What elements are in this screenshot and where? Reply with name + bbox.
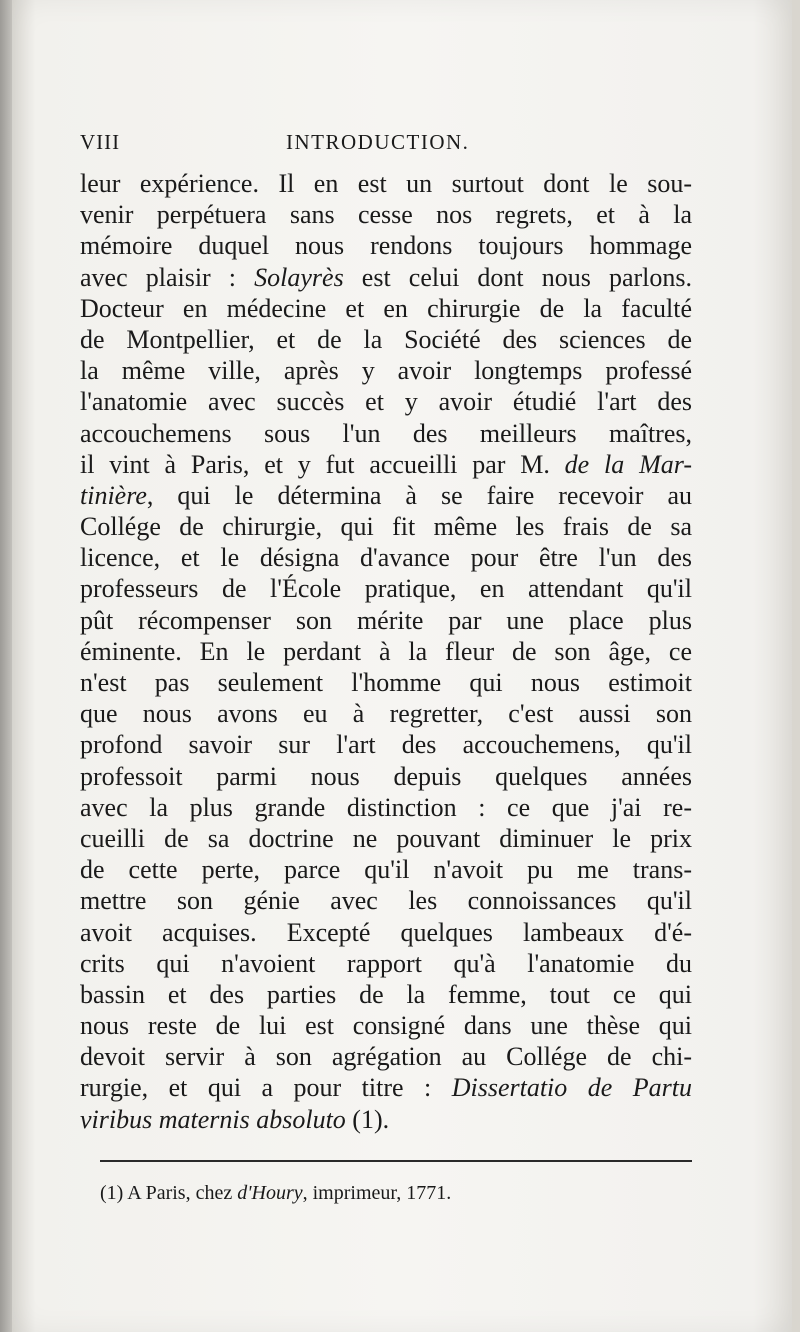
text-line: avoit acquises. Excepté quelques lambeaux d'é- <box>80 917 692 947</box>
text-line: n'est pas seulement l'homme qui nous estimoit <box>80 668 692 697</box>
footnote <box>100 1178 690 1208</box>
text-line: pût récompenser son mérite par une place plus <box>80 605 692 635</box>
text-line: nous reste de lui est consigné dans une thèse qui <box>80 1011 692 1041</box>
text-line: l'anatomie avec succès et y avoir étudié l'art des <box>80 387 692 417</box>
text-line: éminente. En le perdant à la fleur de son âge, ce <box>80 636 692 666</box>
footnote-marker: (1) <box>100 1182 124 1204</box>
footnote-text-after: , imprimeur, 1771. <box>302 1182 452 1204</box>
body-text <box>80 168 692 1135</box>
text-line: Collége de chirurgie, qui fit même les frais de sa <box>80 512 692 542</box>
footnote-rule <box>100 1160 692 1162</box>
page-number: VIII <box>80 130 121 154</box>
running-head <box>80 130 700 158</box>
text-line: bassin et des parties de la femme, tout ce qui <box>80 979 692 1009</box>
text-line: cueilli de sa doctrine ne pouvant diminuer le prix <box>80 823 692 853</box>
footnote-publisher: d'Houry <box>237 1182 303 1204</box>
text-line: il vint à Paris, et y fut accueilli par M. de la Mar- <box>80 449 692 479</box>
text-line: professeurs de l'École pratique, en attendant qu'il <box>80 574 692 604</box>
text-line: tinière, qui le détermina à se faire recevoir au <box>80 480 692 510</box>
text-line: Docteur en médecine et en chirurgie de la faculté <box>80 293 692 323</box>
text-line: leur expérience. Il en est un surtout dont le sou- <box>80 169 692 198</box>
text-line: avec plaisir : Solayrès est celui dont nous parlons. <box>80 262 692 292</box>
footnote-text-before: A Paris, chez <box>127 1182 238 1204</box>
text-line: viribus maternis absoluto (1). <box>80 1104 390 1134</box>
text-line: accouchemens sous l'un des meilleurs maîtres, <box>80 418 692 448</box>
text-line: licence, et le désigna d'avance pour être l'un des <box>80 543 692 573</box>
text-line: mettre son génie avec les connoissances qu'il <box>80 886 692 916</box>
text-line: la même ville, après y avoir longtemps professé <box>80 356 692 386</box>
text-line: rurgie, et qui a pour titre : Dissertatio de Partu <box>80 1073 692 1103</box>
text-line: profond savoir sur l'art des accouchemens, qu'il <box>80 730 692 760</box>
text-line: devoit servir à son agrégation au Collége de chi- <box>80 1042 692 1072</box>
text-line: venir perpétuera sans cesse nos regrets, et à la <box>80 200 692 230</box>
text-line: que nous avons eu à regretter, c'est aussi son <box>80 699 692 729</box>
text-line: mémoire duquel nous rendons toujours hommage <box>80 231 692 261</box>
text-line: de cette perte, parce qu'il n'avoit pu me trans- <box>80 855 692 885</box>
text-line: avec la plus grande distinction : ce que j'ai re- <box>80 792 692 822</box>
text-line: professoit parmi nous depuis quelques années <box>80 761 692 791</box>
text-line: de Montpellier, et de la Société des sciences de <box>80 324 692 354</box>
text-line: crits qui n'avoient rapport qu'à l'anatomie du <box>80 948 692 978</box>
running-title: INTRODUCTION. <box>286 130 470 154</box>
